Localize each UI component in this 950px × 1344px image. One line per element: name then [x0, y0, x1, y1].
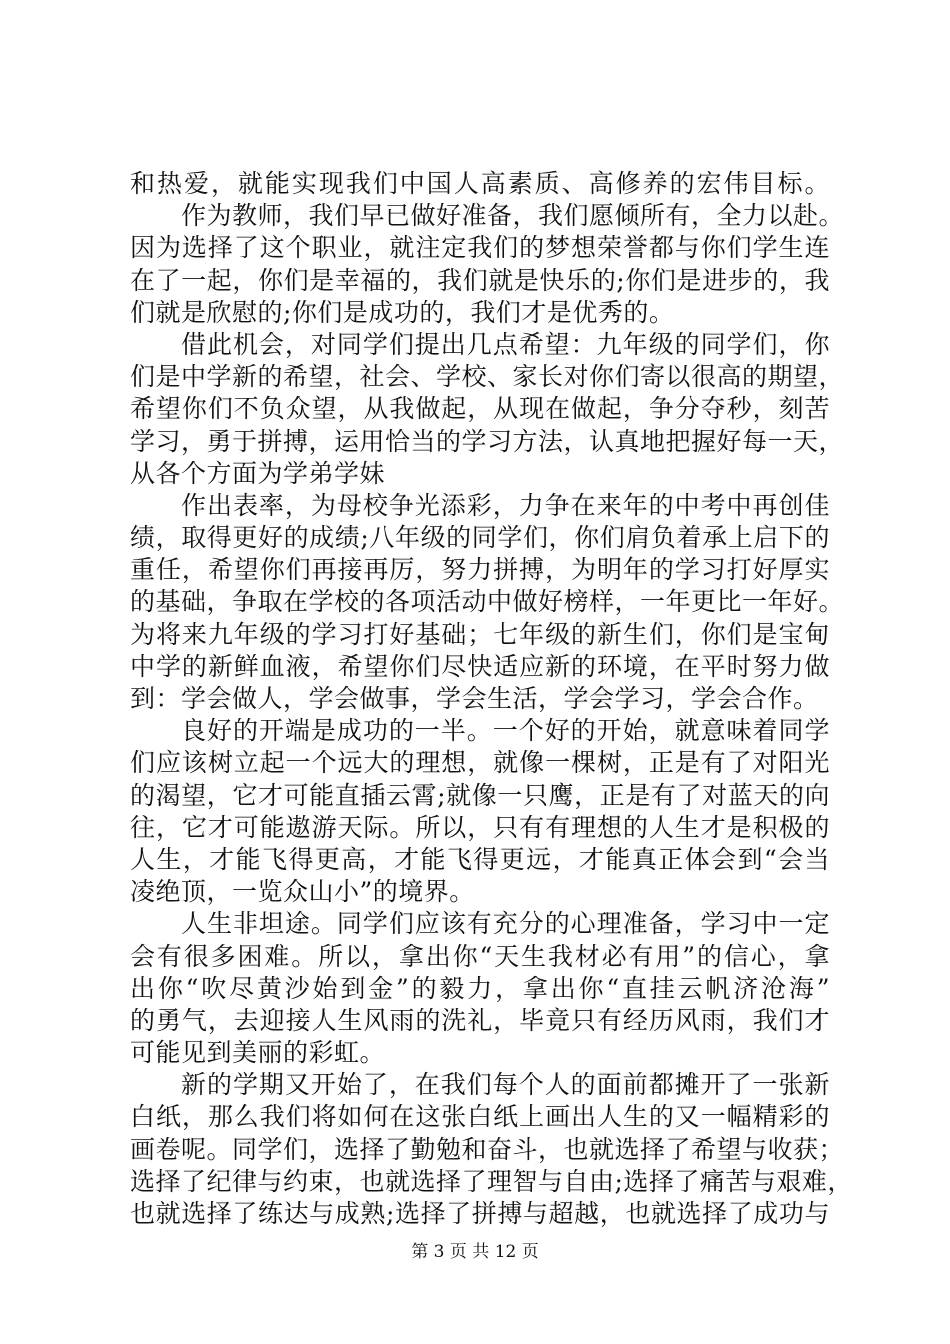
text-line: 人生，才能飞得更高，才能飞得更远，才能真正体会到“会当: [130, 844, 830, 874]
text-line: 也就选择了练达与成熟;选择了拼搏与超越，也就选择了成功与: [130, 1199, 830, 1228]
text-line: 绩，取得更好的成绩;八年级的同学们，你们肩负着承上启下的: [130, 523, 830, 553]
text-line: 们应该树立起一个远大的理想，就像一棵树，正是有了对阳光: [130, 748, 830, 778]
text-line: 因为选择了这个职业，就注定我们的梦想荣誉都与你们学生连: [130, 233, 830, 263]
document-body: [130, 168, 853, 1230]
text-line: 会有很多困难。所以，拿出你“天生我材必有用”的信心，拿: [130, 941, 830, 971]
text-line: 从各个方面为学弟学妹: [130, 458, 386, 488]
text-line: 为将来九年级的学习打好基础；七年级的新生们，你们是宝甸: [130, 619, 830, 649]
text-line: 的基础，争取在学校的各项活动中做好榜样，一年更比一年好。: [130, 587, 845, 617]
text-line: 希望你们不负众望，从我做起，从现在做起，争分夺秒，刻苦: [130, 394, 830, 424]
text-line: 白纸，那么我们将如何在这张白纸上画出人生的又一幅精彩的: [130, 1102, 830, 1132]
text-line: 画卷呢。同学们，选择了勤勉和奋斗，也就选择了希望与收获；: [130, 1134, 845, 1164]
text-line: 学习，勇于拼搏，运用恰当的学习方法，认真地把握好每一天，: [130, 426, 845, 456]
text-line: 出你“吹尽黄沙始到金”的毅力，拿出你“直挂云帆济沧海”: [130, 973, 830, 1003]
text-line: 借此机会，对同学们提出几点希望：九年级的同学们，你: [181, 329, 830, 359]
text-line: 们是中学新的希望，社会、学校、家长对你们寄以很高的期望，: [130, 362, 845, 392]
text-line: 往，它才可能遨游天际。所以，只有有理想的人生才是积极的: [130, 812, 830, 842]
text-line: 新的学期又开始了，在我们每个人的面前都摊开了一张新: [181, 1070, 830, 1100]
page-number-footer: 第 3 页 共 12 页: [411, 1242, 539, 1262]
text-line: 在了一起，你们是幸福的，我们就是快乐的;你们是进步的，我: [130, 265, 830, 295]
text-line: 的渴望，它才可能直插云霄;就像一只鹰，正是有了对蓝天的向: [130, 780, 830, 810]
text-line: 良好的开端是成功的一半。一个好的开始，就意味着同学: [181, 716, 830, 746]
text-line: 和热爱，就能实现我们中国人高素质、高修养的宏伟目标。: [130, 169, 830, 198]
text-line: 作为教师，我们早已做好准备，我们愿倾所有，全力以赴。: [181, 201, 845, 231]
text-line: 可能见到美丽的彩虹。: [130, 1038, 386, 1068]
text-line: 到：学会做人，学会做事，学会生活，学会学习，学会合作。: [130, 684, 819, 713]
text-line: 作出表率，为母校争光添彩，力争在来年的中考中再创佳: [181, 490, 830, 520]
text-line: 中学的新鲜血液，希望你们尽快适应新的环境，在平时努力做: [130, 651, 830, 681]
text-line: 们就是欣慰的;你们是成功的，我们才是优秀的。: [130, 297, 675, 327]
text-line: 人生非坦途。同学们应该有充分的心理准备，学习中一定: [181, 909, 830, 939]
text-line: 的勇气，去迎接人生风雨的洗礼，毕竟只有经历风雨，我们才: [130, 1005, 830, 1035]
text-line: 凌绝顶，一览众山小”的境界。: [130, 877, 475, 907]
text-line: 重任，希望你们再接再厉，努力拼搏，为明年的学习打好厚实: [130, 555, 830, 585]
text-line: 选择了纪律与约束，也就选择了理智与自由;选择了痛苦与艰难，: [130, 1166, 853, 1196]
